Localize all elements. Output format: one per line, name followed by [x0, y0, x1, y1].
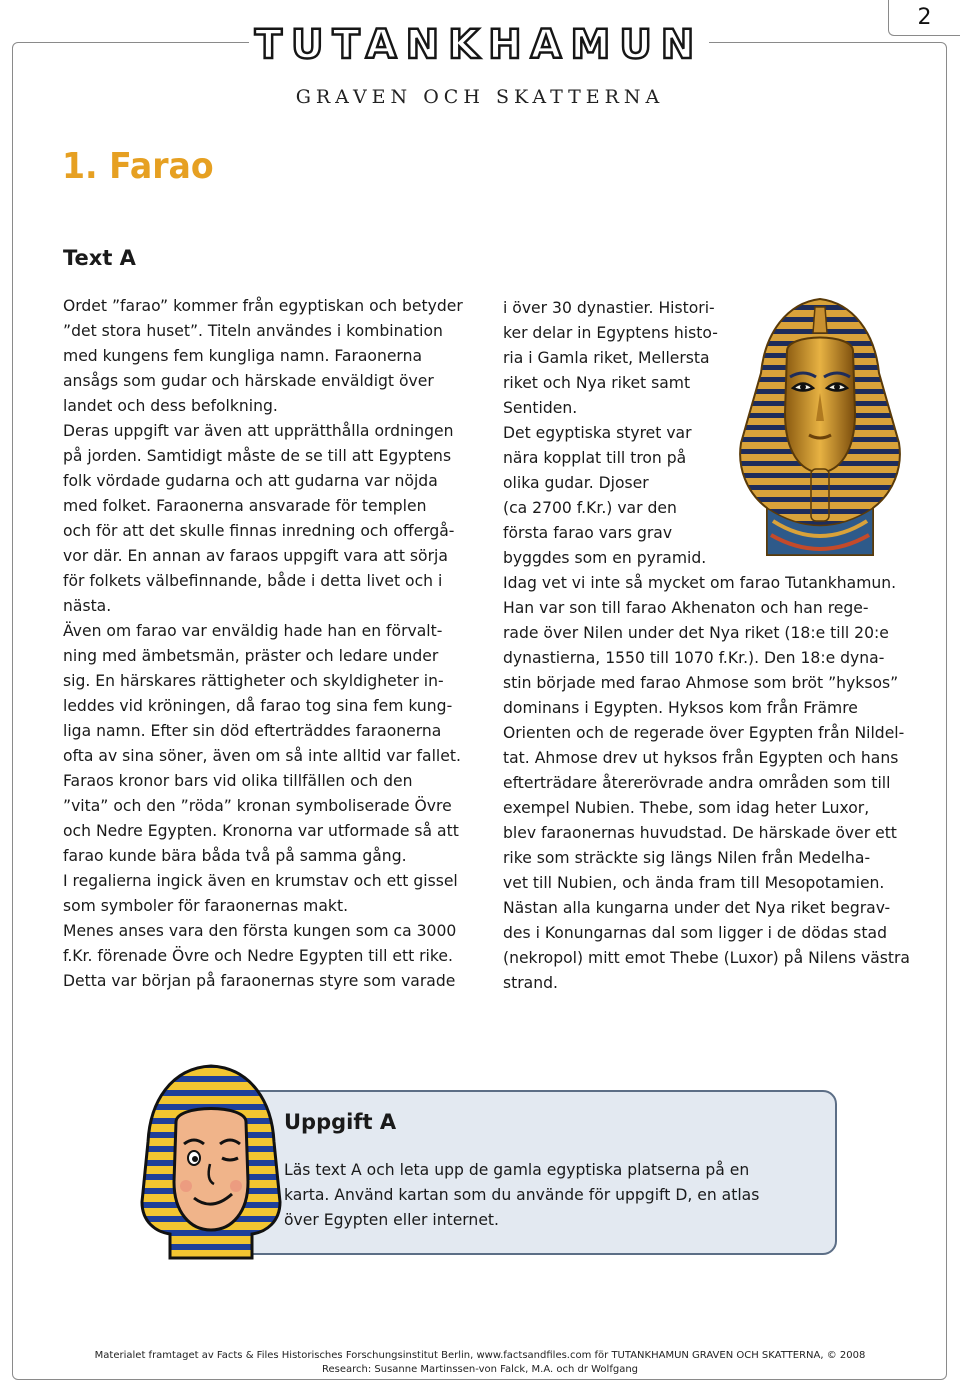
left-column-line: Menes anses vara den första kungen som ca 3000 [63, 922, 457, 940]
left-column-line: och för att det skulle finnas inredning och offergå- [63, 522, 455, 540]
left-column-line: ”vita” och den ”röda” kronan symboliserade Övre [63, 797, 452, 815]
right-column-line: dominans i Egypten. Hyksos kom från Främre [503, 699, 858, 717]
right-column-line: i över 30 dynastier. Histori- [503, 299, 715, 317]
right-column-line: Orienten och de regerade över Egypten från Nildel- [503, 724, 905, 742]
left-text-column [63, 294, 463, 994]
right-column-line: Han var son till farao Akhenaton och han rege- [503, 599, 869, 617]
left-column-line: Detta var början på faraonernas styre som varade [63, 972, 456, 990]
left-column-line: I regalierna ingick även en krumstav och ett gissel [63, 872, 458, 890]
cartoon-pharaoh-icon [136, 1062, 286, 1262]
left-column-line: f.Kr. förenade Övre och Nedre Egypten till ett rike. [63, 947, 453, 965]
left-column-line: Även om farao var enväldig hade han en förvalt- [63, 622, 443, 640]
footer-credit: Materialet framtaget av Facts & Files Historisches Forschungsinstitut Berlin, www.factsandfiles.com för TUTANKHAMUN GRAVEN OCH SKATTERNA, © 2008 [94, 1350, 866, 1361]
right-column-line: Sentiden. [503, 399, 578, 417]
left-column-line: nästa. [63, 597, 112, 615]
right-text-column [503, 296, 908, 996]
left-column-line: med kungens fem kungliga namn. Faraonerna [63, 347, 423, 365]
left-column-line: och Nedre Egypten. Kronorna var utformade så att [63, 822, 459, 840]
right-column-line: ker delar in Egyptens histo- [503, 324, 718, 342]
right-column-line: Det egyptiska styret var [503, 424, 692, 442]
right-column-line: olika gudar. Djoser [503, 474, 649, 492]
left-column-line: med folket. Faraonerna ansvarade för templen [63, 497, 427, 515]
right-column-line: efterträdare återerövrade andra områden som till [503, 774, 891, 792]
right-column-line: nära kopplat till tron på [503, 449, 687, 467]
left-column-line: Ordet ”farao” kommer från egyptiskan och betyder [63, 297, 463, 315]
left-column-line: leddes vid kröningen, då farao tog sina fem kung- [63, 697, 453, 715]
left-column-line: vor där. En annan av faraos uppgift vara att sörja [63, 547, 448, 565]
task-text-line: Läs text A och leta upp de gamla egyptiska platserna på en [284, 1161, 750, 1179]
right-column-line: riket och Nya riket samt [503, 374, 691, 392]
left-column-line: ning med ämbetsmän, präster och ledare under [63, 647, 439, 665]
left-column-line: Faraos kronor bars vid olika tillfällen och den [63, 772, 413, 790]
right-column-line: rade över Nilen under det Nya riket (18:e till 20:e [503, 624, 889, 642]
logo [249, 20, 709, 70]
right-column-line: ria i Gamla riket, Mellersta [503, 349, 710, 367]
left-column-line: för folkets välbefinnande, både i detta livet och i [63, 572, 443, 590]
right-column-line: exempel Nubien. Thebe, som idag heter Luxor, [503, 799, 870, 817]
right-column-line: stin började med farao Ahmose som bröt ”hyksos” [503, 674, 899, 692]
section-heading: Text A [63, 246, 136, 270]
left-column-line: liga namn. Efter sin död efterträddes faraonerna [63, 722, 442, 740]
right-column-line: vet till Nubien, och ända fram till Mesopotamien. [503, 874, 885, 892]
right-column-line: des i Konungarnas dal som ligger i de dödas stad [503, 924, 887, 942]
task-title: Uppgift A [284, 1110, 397, 1134]
left-column-line: sig. En härskares rättigheter och skyldigheter in- [63, 672, 444, 690]
page-number: 2 [888, 0, 960, 36]
right-column-line: byggdes som en pyramid. [503, 549, 707, 567]
footer [0, 1349, 960, 1377]
right-column-line: dynastierna, 1550 till 1070 f.Kr.). Den 18:e dyna- [503, 649, 885, 667]
task-text-line: karta. Använd kartan som du använde för uppgift D, en atlas [284, 1186, 760, 1204]
right-column-line: tat. Ahmose drev ut hyksos från Egypten och hans [503, 749, 899, 767]
right-column-line: strand. [503, 974, 558, 992]
right-column-line: blev faraonernas huvudstad. De härskade över ett [503, 824, 897, 842]
footer-research: Research: Susanne Martinssen-von Falck, M.A. och dr Wolfgang [321, 1364, 639, 1375]
left-column-line: landet och dess befolkning. [63, 397, 278, 415]
left-column-line: ofta av sina söner, även om så inte alltid var fallet. [63, 747, 461, 765]
header-subtitle: GRAVEN OCH SKATTERNA [295, 86, 665, 108]
task-text [284, 1158, 804, 1233]
task-text-line: över Egypten eller internet. [284, 1211, 499, 1229]
right-column-line: Idag vet vi inte så mycket om farao Tutankhamun. [503, 574, 897, 592]
right-column-line: rike som sträckte sig längs Nilen från Medelha- [503, 849, 871, 867]
left-column-line: farao kunde bära båda två på samma gång. [63, 847, 407, 865]
left-column-line: som symboler för faraonernas makt. [63, 897, 349, 915]
right-column-line: (ca 2700 f.Kr.) var den [503, 499, 677, 517]
right-column-line: (nekropol) mitt emot Thebe (Luxor) på Nilens västra [503, 949, 910, 967]
left-column-line: ansågs som gudar och härskade enväldigt över [63, 372, 434, 390]
right-column-line: Nästan alla kungarna under det Nya riket begrav- [503, 899, 891, 917]
chapter-title: 1. Farao [62, 146, 214, 187]
right-column-line: första farao vars grav [503, 524, 673, 542]
left-column-line: på jorden. Samtidigt måste de se till att Egyptens [63, 447, 452, 465]
logo-text: TUTANKHAMUN [254, 22, 704, 68]
left-column-line: Deras uppgift var även att upprätthålla ordningen [63, 422, 454, 440]
left-column-line: ”det stora huset”. Titeln användes i kombination [63, 322, 443, 340]
left-column-line: folk vördade gudarna och att gudarna var nöjda [63, 472, 438, 490]
